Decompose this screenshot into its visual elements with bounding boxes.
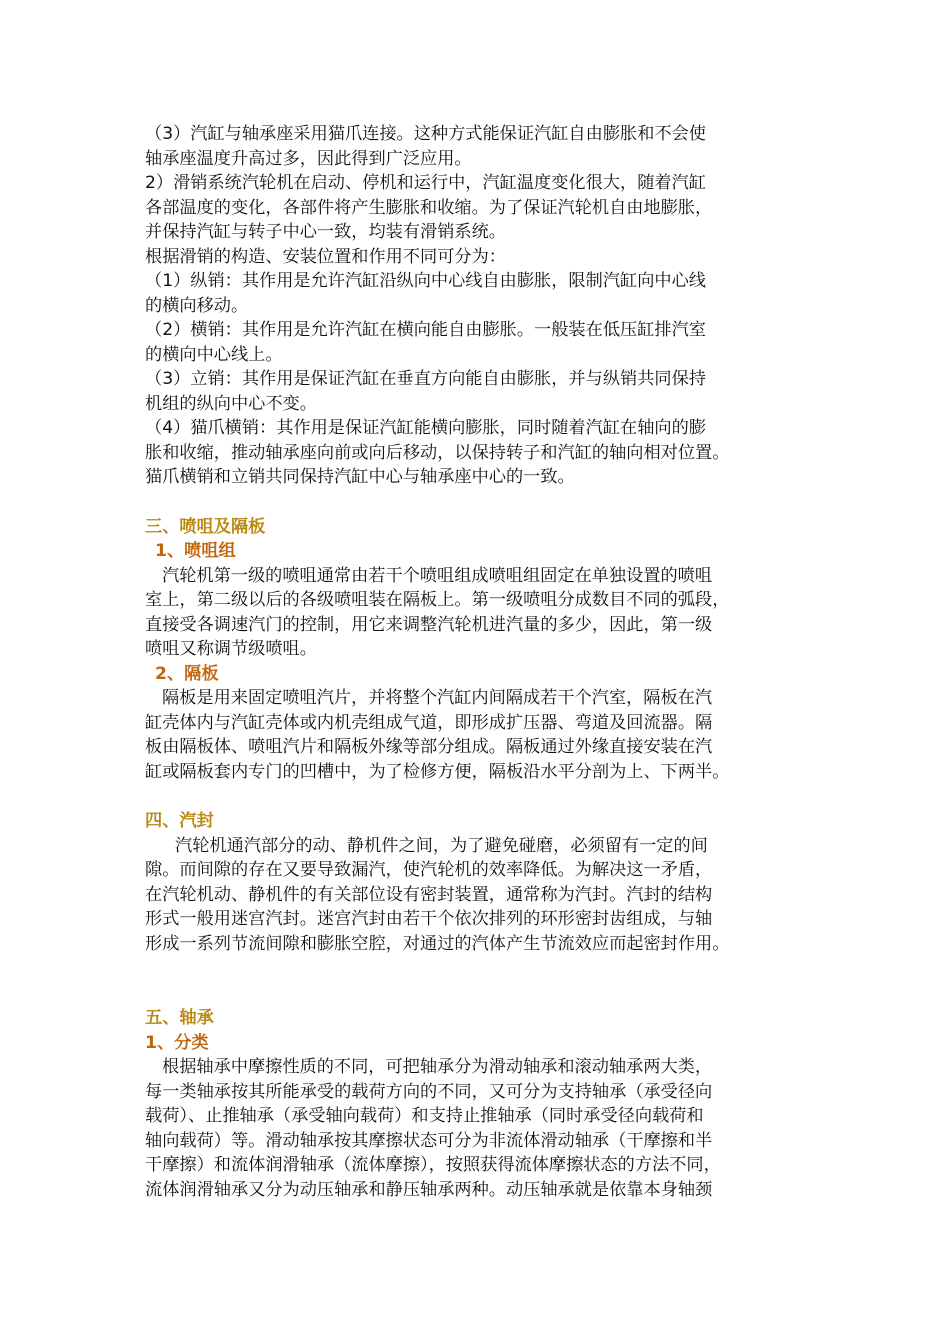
paragraph-line: 形式一般用迷宫汽封。迷宫汽封由若干个依次排列的环形密封齿组成，与轴 <box>145 909 713 929</box>
paragraph-line: 缸或隔板套内专门的凹槽中，为了检修方便，隔板沿水平分剖为上、下两半。 <box>145 761 730 782</box>
section-heading: 四、汽封 <box>145 811 214 831</box>
paragraph-line: （3）立销：其作用是保证汽缸在垂直方向能自由膨胀，并与纵销共同保持 <box>145 369 706 389</box>
paragraph-line: 并保持汽缸与转子中心一致，均装有滑销系统。 <box>145 222 506 242</box>
paragraph-line: （3）汽缸与轴承座采用猫爪连接。这种方式能保证汽缸自由膨胀和不会使 <box>145 124 706 144</box>
paragraph-line: 2）滑销系统汽轮机在启动、停机和运行中，汽缸温度变化很大，随着汽缸 <box>145 173 706 193</box>
paragraph-line: 室上，第二级以后的各级喷咀装在隔板上。第一级喷咀分成数目不同的弧段， <box>145 590 730 610</box>
paragraph-line: 轴向载荷）等。滑动轴承按其摩擦状态可分为非流体滑动轴承（干摩擦和半 <box>145 1130 713 1151</box>
paragraph-line: 机组的纵向中心不变。 <box>145 393 317 414</box>
section-bearing <box>145 1006 817 1202</box>
subsection-heading: 1、喷咀组 <box>155 541 236 561</box>
paragraph-line: 喷咀又称调节级喷咀。 <box>145 639 317 659</box>
paragraph-line: 的横向移动。 <box>145 295 249 316</box>
paragraph-line: （1）纵销：其作用是允许汽缸沿纵向中心线自由膨胀，限制汽缸向中心线 <box>145 271 706 291</box>
paragraph-line: 胀和收缩，推动轴承座向前或向后移动，以保持转子和汽缸的轴向相对位置。 <box>145 442 730 463</box>
paragraph-line: 板由隔板体、喷咀汽片和隔板外缘等部分组成。隔板通过外缘直接安装在汽 <box>145 737 713 757</box>
subsection-heading: 1、分类 <box>145 1032 209 1053</box>
paragraph-line: 根据滑销的构造、安装位置和作用不同可分为： <box>145 246 506 267</box>
paragraph-line: （2）横销：其作用是允许汽缸在横向能自由膨胀。一般装在低压缸排汽室 <box>145 320 706 340</box>
section-heading: 五、轴承 <box>145 1008 214 1028</box>
paragraph-line: 缸壳体内与汽缸壳体或内机壳组成气道，即形成扩压器、弯道及回流器。隔 <box>145 712 713 733</box>
section-nozzle-diaphragm <box>145 515 817 785</box>
block-slide-pin-system <box>145 122 817 490</box>
paragraph-line: 直接受各调速汽门的控制，用它来调整汽轮机进汽量的多少，因此，第一级 <box>145 614 713 635</box>
paragraph-line: 根据轴承中摩擦性质的不同，可把轴承分为滑动轴承和滚动轴承两大类， <box>162 1057 713 1077</box>
paragraph-line: 汽轮机第一级的喷咀通常由若干个喷咀组成喷咀组固定在单独设置的喷咀 <box>162 565 713 586</box>
paragraph-line: 的横向中心线上。 <box>145 344 283 365</box>
paragraph-line: 形成一系列节流间隙和膨胀空腔，对通过的汽体产生节流效应而起密封作用。 <box>145 933 730 954</box>
section-heading: 三、喷咀及隔板 <box>145 516 266 537</box>
paragraph-line: 流体润滑轴承又分为动压轴承和静压轴承两种。动压轴承就是依靠本身轴颈 <box>145 1179 713 1200</box>
paragraph-line: 每一类轴承按其所能承受的载荷方向的不同，又可分为支持轴承（承受径向 <box>145 1081 713 1102</box>
paragraph-line: （4）猫爪横销：其作用是保证汽缸能横向膨胀，同时随着汽缸在轴向的膨 <box>145 418 706 438</box>
document-page <box>145 122 817 1202</box>
paragraph-line: 隙。而间隙的存在又要导致漏汽，使汽轮机的效率降低。为解决这一矛盾， <box>145 860 713 880</box>
paragraph-line: 载荷）、止推轴承（承受轴向载荷）和支持止推轴承（同时承受径向载荷和 <box>145 1106 704 1126</box>
spacer <box>145 784 817 809</box>
paragraph-line: 在汽轮机动、静机件的有关部位设有密封装置，通常称为汽封。汽封的结构 <box>145 884 713 905</box>
paragraph-line: 汽轮机通汽部分的动、静机件之间，为了避免碰磨，必须留有一定的间 <box>175 835 708 856</box>
paragraph-line: 猫爪横销和立销共同保持汽缸中心与轴承座中心的一致。 <box>145 467 575 487</box>
spacer <box>145 490 817 515</box>
subsection-heading: 2、隔板 <box>155 663 219 684</box>
paragraph-line: 轴承座温度升高过多，因此得到广泛应用。 <box>145 148 472 169</box>
section-gland-seal <box>145 809 817 956</box>
paragraph-line: 隔板是用来固定喷咀汽片，并将整个汽缸内间隔成若干个汽室，隔板在汽 <box>162 688 713 708</box>
paragraph-line: 干摩擦）和流体润滑轴承（流体摩擦），按照获得流体摩擦状态的方法不同， <box>145 1155 721 1175</box>
paragraph-line: 各部温度的变化，各部件将产生膨胀和收缩。为了保证汽轮机自由地膨胀， <box>145 197 713 218</box>
spacer <box>145 956 817 1006</box>
